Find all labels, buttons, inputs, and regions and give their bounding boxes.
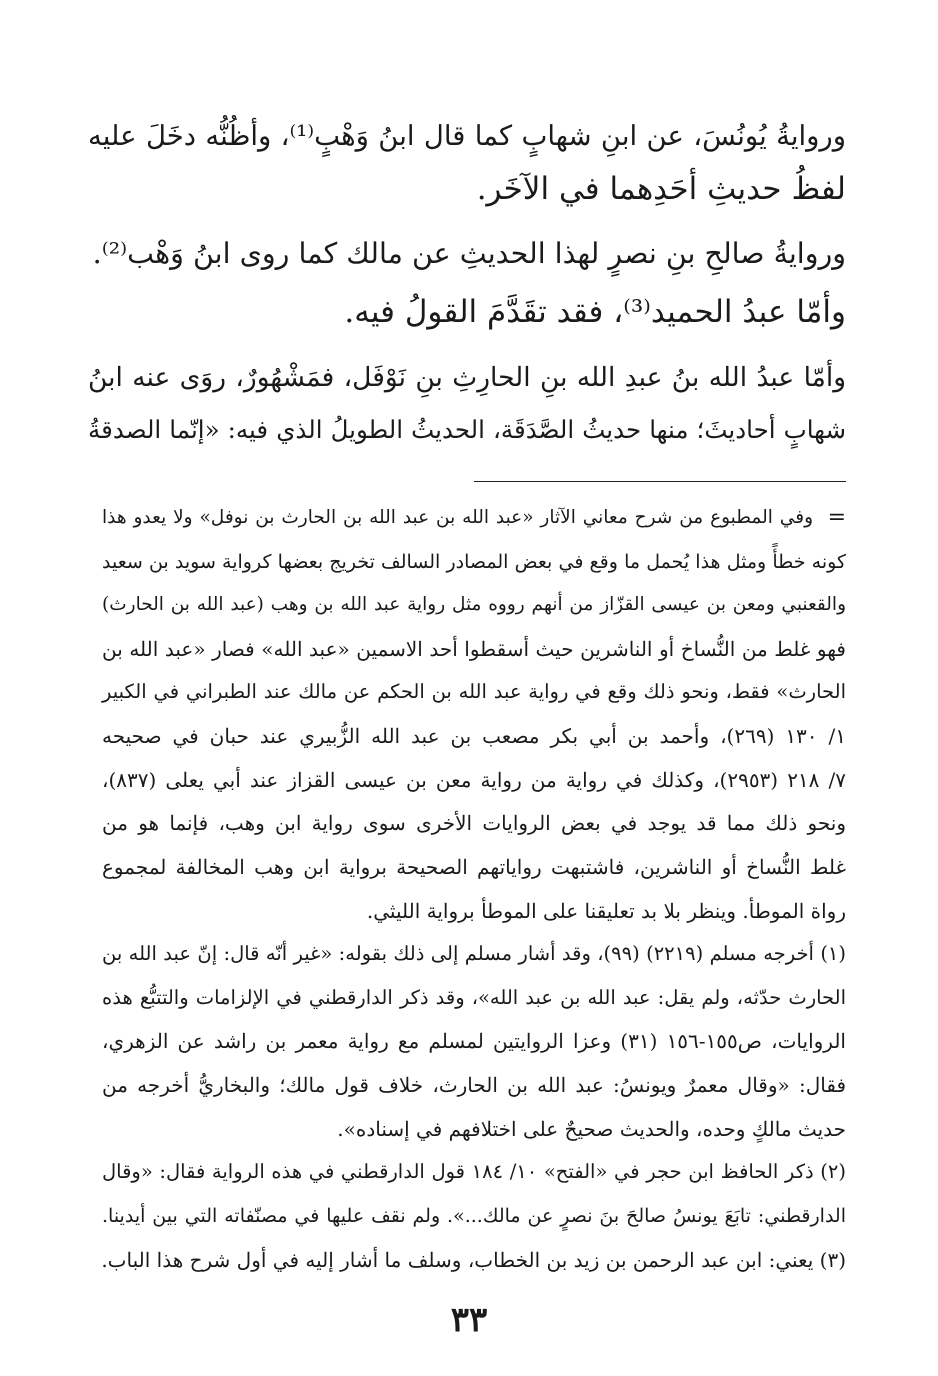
footnote-continued-line: فهو غلط من النُّساخ أو الناشرين حيث أسقطوا أحد الاسمين «عبد الله» فصار «عبد الله بن [102,637,846,661]
footnote-continued-line: الحارث» فقط، ونحو ذلك وقع في رواية عبد الله بن الحكم عن مالك عند الطبراني في الكبير [102,680,846,703]
footnote-continued-line: والقعنبي ومعن بن عيسى القزّاز من أنهم رووه مثل رواية عبد الله بن وهب (عبد الله بن الحارث) [102,594,846,615]
main-text-line: وأمّا عبدُ الحميد⁽³⁾، فقد تقَدَّمَ القولُ فيه. [344,294,846,330]
footnote-3-line: (٣) يعني: ابن عبد الرحمن بن زيد بن الخطاب، وسلف ما أشار إليه في أول شرح هذا الباب. [101,1248,846,1272]
footnote-1-line: حديث مالكٍ وحده، والحديث صحيحٌ على اختلافهم في إسناده». [337,1117,846,1141]
footnote-continued-line: ونحو ذلك مما قد يوجد في بعض الروايات الأخرى سوى رواية ابن وهب، فإنما هو من [102,811,847,835]
footnote-continued-line: وفي المطبوع من شرح معاني الآثار «عبد الله بن عبد الله بن الحارث بن نوفل» ولا يعدو هذا [102,507,813,528]
main-text-line: وروايةُ صالحِ بنِ نصرٍ لهذا الحديثِ عن مالك كما روى ابنُ وَهْب⁽²⁾. [92,237,846,270]
footnote-2-line: الدارقطني: تابَعَ يونسُ صالحَ بنَ نصرٍ عن مالك...». ولم نقف عليها في مصنّفاته التي بين أيدينا. [102,1205,846,1227]
footnote-continued-line: رواة الموطأ. وينظر بلا بد تعليقنا على الموطأ برواية الليثي. [366,899,846,923]
footnote-1-line: الحارث حدّثه، ولم يقل: عبد الله بن عبد الله»، وقد ذكر الدارقطني في الإلزامات والتتبُّع هذه [102,986,846,1009]
main-text-line: شهابٍ أحاديثَ؛ منها حديثُ الصَّدَقَة، الحديثُ الطويلُ الذي فيه: «إنّما الصدقةُ [88,415,846,444]
footnote-separator [474,481,846,482]
footnote-continued-line: كونه خطأً ومثل هذا يُحمل ما وقع في بعض المصادر السالف تخريج بعضها كرواية سويد بن سعيد [102,551,846,573]
main-text-line: لفظُ حديثِ أحَدِهما في الآخَر. [476,171,846,207]
page-number: ٣٣ [450,1300,488,1340]
footnote-continuation-mark: = [827,505,846,530]
main-text-line: وروايةُ يُونُسَ، عن ابنِ شهابٍ كما قال ابنُ وَهْبٍ⁽¹⁾، وأظُنُّه دخَلَ عليه [88,120,846,152]
footnote-continued-line: ٧/ ٢١٨ (٢٩٥٣)، وكذلك في رواية من رواية معن بن عيسى القزاز عند أبي يعلى (٨٣٧)، [102,768,846,792]
main-text-line: وأمّا عبدُ الله بنُ عبدِ الله بنِ الحارِثِ بنِ نَوْفَل، فمَشْهُورٌ، روَى عنه ابنُ [88,362,846,393]
footnote-1-line: فقال: «وقال معمرٌ ويونسُ: عبد الله بن الحارث، خلاف قول مالك؛ والبخاريُّ أخرجه من [102,1073,846,1097]
footnote-continued-line: ١/ ١٣٠ (٢٦٩)، وأحمد بن أبي بكر مصعب بن عبد الله الزُّبيري عند حبان في صحيحه [102,724,846,748]
footnote-1-line: (١) أخرجه مسلم (٢٢١٩) (٩٩)، وقد أشار مسلم إلى ذلك بقوله: «غير أنّه قال: إنّ عبد الله بن [102,942,847,965]
footnote-continued-line: غلط النُّساخ أو الناشرين، فاشتبهت رواياتهم الصحيحة برواية ابن وهب المخالفة لمجموع [102,855,846,879]
footnote-1-line: الروايات، ص١٥٥-١٥٦ (٣١) وعزا الروايتين لمسلم مع رواية معمر بن راشد عن الزهري، [102,1029,846,1053]
footnote-2-line: (٢) ذكر الحافظ ابن حجر في «الفتح» ١٠/ ١٨٤ قول الدارقطني في هذه الرواية فقال: «وقال [102,1160,846,1183]
